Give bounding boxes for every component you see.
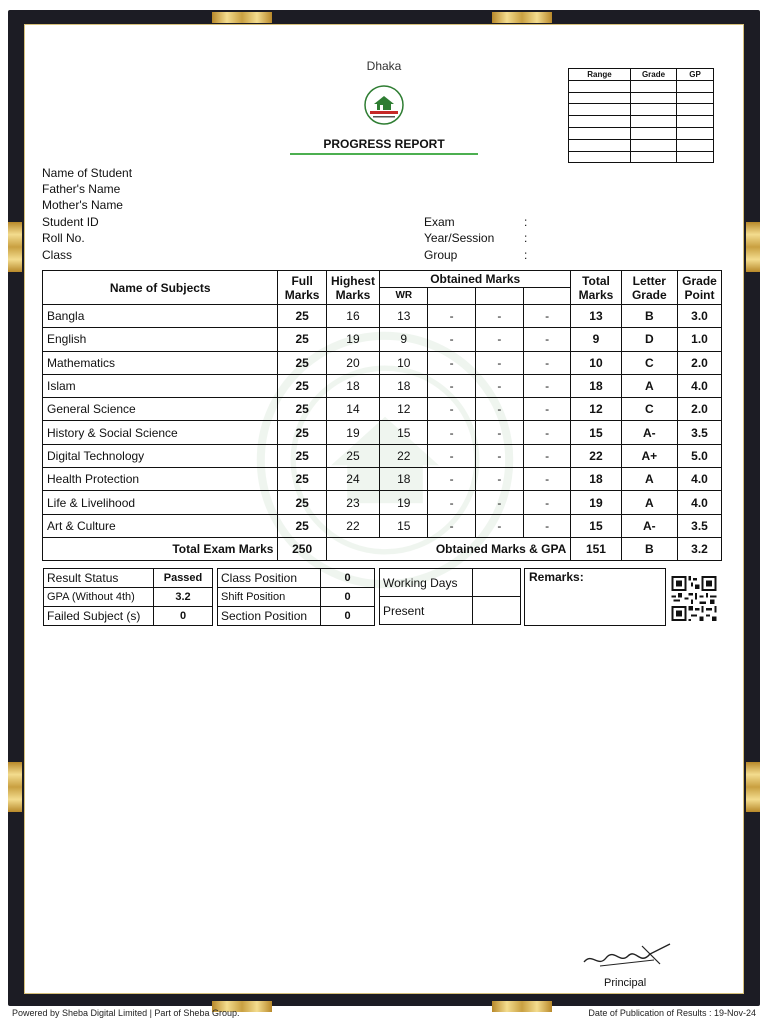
obtained-subheader bbox=[475, 288, 523, 305]
subject-name: English bbox=[43, 328, 278, 351]
letter-grade: B bbox=[621, 305, 677, 328]
grade-point: 4.0 bbox=[677, 468, 721, 491]
qr-code bbox=[670, 576, 718, 621]
school-logo bbox=[362, 84, 406, 126]
frame-ornament bbox=[212, 12, 272, 23]
mother-name-label: Mother's Name bbox=[42, 198, 123, 212]
obtained-subheader bbox=[524, 288, 571, 305]
wr-marks: 9 bbox=[380, 328, 428, 351]
obtained-cell: - bbox=[475, 305, 523, 328]
obtained-cell: - bbox=[428, 444, 475, 467]
obtained-cell: - bbox=[524, 514, 571, 537]
student-name-label: Name of Student bbox=[42, 166, 133, 180]
obtained-cell: - bbox=[524, 444, 571, 467]
grade-point: 3.5 bbox=[677, 421, 721, 444]
frame-ornament bbox=[746, 762, 760, 812]
letter-grade: C bbox=[621, 398, 677, 421]
group-colon: : bbox=[524, 248, 528, 262]
failed-subject-value: 0 bbox=[154, 607, 213, 626]
full-marks-header: Full Marks bbox=[278, 271, 326, 305]
full-marks: 25 bbox=[278, 491, 326, 514]
obtained-cell: - bbox=[475, 444, 523, 467]
wr-marks: 18 bbox=[380, 374, 428, 397]
highest-marks: 18 bbox=[326, 374, 379, 397]
obtained-cell: - bbox=[475, 374, 523, 397]
working-days-value bbox=[473, 569, 521, 597]
letter-grade: A bbox=[621, 374, 677, 397]
wr-marks: 13 bbox=[380, 305, 428, 328]
obtained-cell: - bbox=[524, 491, 571, 514]
subject-row bbox=[43, 421, 722, 444]
session-label: Year/Session bbox=[424, 231, 495, 245]
subject-row bbox=[43, 305, 722, 328]
student-id-label: Student ID bbox=[42, 215, 99, 229]
subject-row bbox=[43, 491, 722, 514]
frame-ornament bbox=[8, 762, 22, 812]
highest-marks: 24 bbox=[326, 468, 379, 491]
remarks-box bbox=[524, 568, 666, 626]
highest-marks: 20 bbox=[326, 351, 379, 374]
exam-colon: : bbox=[524, 215, 528, 229]
result-status-table bbox=[43, 568, 213, 626]
obtained-cell: - bbox=[428, 351, 475, 374]
present-value bbox=[473, 597, 521, 625]
grade-scale-row bbox=[569, 127, 714, 139]
total-marks: 18 bbox=[571, 468, 621, 491]
overall-grade: B bbox=[621, 537, 677, 560]
result-status-value: Passed bbox=[154, 569, 213, 588]
grade-scale-row bbox=[569, 92, 714, 104]
total-marks: 15 bbox=[571, 421, 621, 444]
frame-ornament bbox=[492, 12, 552, 23]
wr-marks: 22 bbox=[380, 444, 428, 467]
frame-ornament bbox=[492, 1001, 552, 1012]
letter-grade: A bbox=[621, 491, 677, 514]
subject-row bbox=[43, 398, 722, 421]
frame-ornament bbox=[746, 222, 760, 272]
working-days-label: Working Days bbox=[380, 569, 473, 597]
result-status-label: Result Status bbox=[44, 569, 154, 588]
obtained-cell: - bbox=[428, 398, 475, 421]
total-full-marks: 250 bbox=[278, 537, 326, 560]
title-underline bbox=[290, 153, 478, 155]
wr-marks: 18 bbox=[380, 468, 428, 491]
wr-marks: 12 bbox=[380, 398, 428, 421]
letter-grade: A- bbox=[621, 514, 677, 537]
grade-scale-row bbox=[569, 116, 714, 128]
obtained-cell: - bbox=[428, 305, 475, 328]
full-marks: 25 bbox=[278, 514, 326, 537]
frame-ornament bbox=[8, 222, 22, 272]
letter-grade-header: Letter Grade bbox=[621, 271, 677, 305]
position-table bbox=[217, 568, 375, 626]
subject-row bbox=[43, 444, 722, 467]
highest-marks: 19 bbox=[326, 421, 379, 444]
remarks-label: Remarks: bbox=[529, 570, 584, 584]
session-colon: : bbox=[524, 231, 528, 245]
obtained-cell: - bbox=[524, 374, 571, 397]
marks-table bbox=[42, 270, 722, 561]
highest-marks: 23 bbox=[326, 491, 379, 514]
total-marks: 9 bbox=[571, 328, 621, 351]
present-label: Present bbox=[380, 597, 473, 625]
full-marks: 25 bbox=[278, 374, 326, 397]
obtained-cell: - bbox=[428, 328, 475, 351]
total-marks: 10 bbox=[571, 351, 621, 374]
highest-marks: 25 bbox=[326, 444, 379, 467]
grade-point: 2.0 bbox=[677, 351, 721, 374]
obtained-cell: - bbox=[475, 491, 523, 514]
grade-scale-row bbox=[569, 80, 714, 92]
grade-point: 5.0 bbox=[677, 444, 721, 467]
principal-label: Principal bbox=[604, 977, 647, 989]
wr-marks: 10 bbox=[380, 351, 428, 374]
total-row bbox=[43, 537, 722, 560]
letter-grade: D bbox=[621, 328, 677, 351]
total-marks: 18 bbox=[571, 374, 621, 397]
subject-name: Digital Technology bbox=[43, 444, 278, 467]
obtained-marks-header: Obtained Marks bbox=[380, 271, 571, 288]
obtained-cell: - bbox=[524, 328, 571, 351]
highest-marks: 16 bbox=[326, 305, 379, 328]
full-marks: 25 bbox=[278, 468, 326, 491]
principal-signature bbox=[580, 938, 680, 974]
obtained-gpa-label: Obtained Marks & GPA bbox=[326, 537, 571, 560]
obtained-cell: - bbox=[428, 514, 475, 537]
subject-row bbox=[43, 351, 722, 374]
obtained-cell: - bbox=[524, 468, 571, 491]
wr-header: WR bbox=[380, 288, 428, 305]
obtained-cell: - bbox=[475, 514, 523, 537]
total-exam-marks-label: Total Exam Marks bbox=[43, 537, 278, 560]
shift-position-label: Shift Position bbox=[218, 588, 321, 607]
grade-point: 4.0 bbox=[677, 374, 721, 397]
full-marks: 25 bbox=[278, 351, 326, 374]
subject-header: Name of Subjects bbox=[43, 271, 278, 305]
subject-name: Art & Culture bbox=[43, 514, 278, 537]
subject-name: General Science bbox=[43, 398, 278, 421]
grade-point: 4.0 bbox=[677, 491, 721, 514]
subject-name: Mathematics bbox=[43, 351, 278, 374]
obtained-cell: - bbox=[524, 351, 571, 374]
failed-subject-label: Failed Subject (s) bbox=[44, 607, 154, 626]
subject-row bbox=[43, 468, 722, 491]
subject-name: Islam bbox=[43, 374, 278, 397]
full-marks: 25 bbox=[278, 305, 326, 328]
group-label: Group bbox=[424, 248, 458, 262]
total-marks-header: Total Marks bbox=[571, 271, 621, 305]
obtained-cell: - bbox=[475, 398, 523, 421]
grade-scale-row bbox=[569, 104, 714, 116]
obtained-cell: - bbox=[475, 421, 523, 444]
overall-gpa: 3.2 bbox=[677, 537, 721, 560]
obtained-subheader bbox=[428, 288, 475, 305]
total-marks: 15 bbox=[571, 514, 621, 537]
subject-name: Bangla bbox=[43, 305, 278, 328]
letter-grade: A+ bbox=[621, 444, 677, 467]
grade-scale-header: GP bbox=[677, 69, 714, 81]
class-position-value: 0 bbox=[321, 569, 375, 588]
total-obtained-marks: 151 bbox=[571, 537, 621, 560]
total-marks: 12 bbox=[571, 398, 621, 421]
obtained-cell: - bbox=[524, 305, 571, 328]
roll-no-label: Roll No. bbox=[42, 231, 85, 245]
report-title: PROGRESS REPORT bbox=[323, 137, 445, 151]
full-marks: 25 bbox=[278, 444, 326, 467]
grade-point: 3.0 bbox=[677, 305, 721, 328]
letter-grade: A bbox=[621, 468, 677, 491]
subject-name: History & Social Science bbox=[43, 421, 278, 444]
subject-row bbox=[43, 514, 722, 537]
wr-marks: 19 bbox=[380, 491, 428, 514]
grade-point: 1.0 bbox=[677, 328, 721, 351]
total-marks: 13 bbox=[571, 305, 621, 328]
class-label: Class bbox=[42, 248, 73, 262]
total-marks: 22 bbox=[571, 444, 621, 467]
grade-scale-row bbox=[569, 151, 714, 163]
section-position-value: 0 bbox=[321, 607, 375, 626]
obtained-cell: - bbox=[524, 421, 571, 444]
attendance-table bbox=[379, 568, 521, 625]
section-position-label: Section Position bbox=[218, 607, 321, 626]
subject-name: Life & Livelihood bbox=[43, 491, 278, 514]
grade-scale-header: Grade bbox=[631, 69, 677, 81]
grade-scale-row bbox=[569, 139, 714, 151]
highest-marks-header: Highest Marks bbox=[326, 271, 379, 305]
exam-label: Exam bbox=[424, 215, 455, 229]
gpa-label: GPA (Without 4th) bbox=[44, 588, 154, 607]
wr-marks: 15 bbox=[380, 421, 428, 444]
obtained-cell: - bbox=[428, 421, 475, 444]
subject-row bbox=[43, 328, 722, 351]
obtained-cell: - bbox=[524, 398, 571, 421]
highest-marks: 22 bbox=[326, 514, 379, 537]
full-marks: 25 bbox=[278, 398, 326, 421]
gpa-value: 3.2 bbox=[154, 588, 213, 607]
subject-name: Health Protection bbox=[43, 468, 278, 491]
grade-point-header: Grade Point bbox=[677, 271, 721, 305]
obtained-cell: - bbox=[475, 351, 523, 374]
grade-point: 3.5 bbox=[677, 514, 721, 537]
highest-marks: 19 bbox=[326, 328, 379, 351]
full-marks: 25 bbox=[278, 328, 326, 351]
letter-grade: C bbox=[621, 351, 677, 374]
father-name-label: Father's Name bbox=[42, 182, 121, 196]
total-marks: 19 bbox=[571, 491, 621, 514]
letter-grade: A- bbox=[621, 421, 677, 444]
grade-scale-table bbox=[568, 68, 714, 163]
wr-marks: 15 bbox=[380, 514, 428, 537]
obtained-cell: - bbox=[475, 468, 523, 491]
obtained-cell: - bbox=[475, 328, 523, 351]
obtained-cell: - bbox=[428, 374, 475, 397]
grade-point: 2.0 bbox=[677, 398, 721, 421]
grade-scale-header: Range bbox=[569, 69, 631, 81]
class-position-label: Class Position bbox=[218, 569, 321, 588]
subject-row bbox=[43, 374, 722, 397]
powered-by-footer: Powered by Sheba Digital Limited | Part of Sheba Group. bbox=[12, 1008, 240, 1018]
highest-marks: 14 bbox=[326, 398, 379, 421]
obtained-cell: - bbox=[428, 491, 475, 514]
obtained-cell: - bbox=[428, 468, 475, 491]
full-marks: 25 bbox=[278, 421, 326, 444]
school-location: Dhaka bbox=[366, 59, 402, 73]
shift-position-value: 0 bbox=[321, 588, 375, 607]
publication-date: Date of Publication of Results : 19-Nov-24 bbox=[588, 1008, 756, 1018]
